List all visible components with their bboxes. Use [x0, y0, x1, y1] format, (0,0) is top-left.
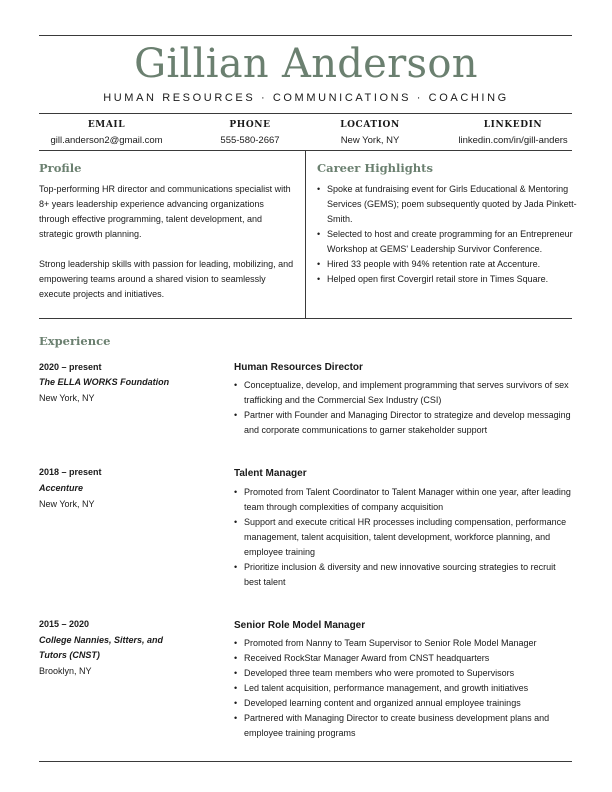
section-rule: [39, 318, 572, 319]
job-location: New York, NY: [39, 499, 95, 509]
job-title: Talent Manager: [234, 468, 307, 479]
bullet-icon: •: [234, 683, 238, 693]
profile-text: [39, 182, 294, 302]
contact-location: [325, 120, 415, 147]
list-item: [234, 666, 574, 681]
contact-label: EMAIL: [87, 120, 126, 130]
highlights-heading: Career Highlights: [317, 161, 433, 175]
list-item: [234, 515, 574, 560]
list-item: [234, 636, 574, 651]
resume-tagline: HUMAN RESOURCES · COMMUNICATIONS · COACHING: [103, 92, 509, 104]
list-item: [317, 257, 579, 272]
highlight-text: Spoke at fundraising event for Girls Educational & Mentoring Services (GEMS); poem subsequently quoted by Jada Pinkett-Smith.: [327, 184, 577, 224]
list-item: [234, 408, 574, 438]
job-title: Human Resources Director: [234, 362, 363, 373]
bullet-text: Developed learning content and organized annual employee trainings: [244, 698, 521, 708]
column-divider: [305, 151, 306, 318]
list-item: [234, 711, 574, 741]
highlights-list: [317, 182, 579, 287]
top-rule: [39, 35, 572, 36]
list-item: [234, 651, 574, 666]
job-organization: The ELLA WORKS Foundation: [39, 377, 170, 387]
highlight-text: Hired 33 people with 94% retention rate at Accenture.: [327, 259, 541, 269]
contact-linkedin: [452, 120, 574, 147]
profile-paragraph: Strong leadership skills with passion for leading, mobilizing, and empowering teams around a shared vision to seamlessly execute projects and initiatives.: [39, 259, 294, 299]
job-bullets: [234, 636, 574, 741]
list-item: [317, 182, 579, 227]
bullet-text: Partner with Founder and Managing Director to strategize and develop messaging and corporate communications to garner stakeholder support: [244, 410, 571, 435]
bullet-text: Support and execute critical HR processes including compensation, performance management, talent acquisition, talent development, workforce planning, and employee training: [244, 517, 567, 557]
bullet-text: Led talent acquisition, performance management, and growth initiatives: [244, 683, 529, 693]
list-item: [234, 560, 574, 590]
job-organization: College Nannies, Sitters, and Tutors (CNST): [39, 635, 164, 660]
location-value: New York, NY: [340, 135, 400, 146]
bullet-icon: •: [234, 517, 238, 527]
contact-label: LOCATION: [340, 120, 400, 130]
list-item: [234, 378, 574, 408]
resume-name: Gillian Anderson: [134, 41, 478, 87]
job-dates: 2018 – present: [39, 467, 102, 477]
list-item: [234, 485, 574, 515]
bullet-icon: •: [234, 410, 238, 420]
highlight-text: Selected to host and create programming for an Entrepreneur Workshop at GEMS' Leadership Survivor Conference.: [327, 229, 573, 254]
bottom-rule: [39, 761, 572, 762]
bullet-icon: •: [234, 562, 238, 572]
job-location: New York, NY: [39, 393, 95, 403]
bullet-icon: •: [317, 184, 321, 194]
job-dates: 2020 – present: [39, 362, 102, 372]
bullet-icon: •: [234, 698, 238, 708]
job-location: Brooklyn, NY: [39, 666, 92, 676]
bullet-text: Conceptualize, develop, and implement programming that serves survivors of sex trafficking and the Commercial Sex Industry (CSI): [244, 380, 569, 405]
bullet-text: Developed three team members who were promoted to Supervisors: [244, 668, 515, 678]
contact-email: [39, 120, 174, 147]
contact-label: LINKEDIN: [483, 120, 543, 130]
email-value[interactable]: gill.anderson2@gmail.com: [50, 135, 163, 146]
bullet-text: Promoted from Nanny to Team Supervisor to Senior Role Model Manager: [244, 638, 537, 648]
job-bullets: [234, 378, 574, 438]
bullet-icon: •: [317, 259, 321, 269]
bullet-icon: •: [234, 653, 238, 663]
job-bullets: [234, 485, 574, 590]
list-item: [234, 696, 574, 711]
experience-heading: Experience: [39, 334, 111, 348]
list-item: [317, 227, 579, 257]
list-item: [234, 681, 574, 696]
profile-heading: Profile: [39, 161, 82, 175]
bullet-text: Promoted from Talent Coordinator to Talent Manager within one year, after leading team through complexities of company acquisition: [244, 487, 571, 512]
job-dates: 2015 – 2020: [39, 619, 90, 629]
bullet-text: Partnered with Managing Director to create business development plans and employee training programs: [244, 713, 550, 738]
profile-paragraph: Top-performing HR director and communications specialist with 8+ years leadership experience advancing organizations through effective programming, talent development, and strategic growth planning.: [39, 184, 291, 239]
phone-value: 555-580-2667: [220, 135, 280, 146]
list-item: [317, 272, 579, 287]
highlight-text: Helped open first Covergirl retail store in Times Square.: [327, 274, 549, 284]
bullet-icon: •: [317, 229, 321, 239]
job-organization: Accenture: [39, 483, 84, 493]
bullet-icon: •: [234, 380, 238, 390]
bullet-icon: •: [234, 638, 238, 648]
bullet-icon: •: [234, 487, 238, 497]
linkedin-value[interactable]: linkedin.com/in/gill-anders: [458, 135, 568, 146]
job-title: Senior Role Model Manager: [234, 620, 366, 631]
bullet-text: Prioritize inclusion & diversity and new innovative sourcing strategies to recruit best talent: [244, 562, 556, 587]
header-rule: [39, 113, 572, 114]
contact-label: PHONE: [229, 120, 271, 130]
contact-phone: [205, 120, 295, 147]
bullet-icon: •: [234, 713, 238, 723]
bullet-text: Received RockStar Manager Award from CNST headquarters: [244, 653, 490, 663]
bullet-icon: •: [317, 274, 321, 284]
bullet-icon: •: [234, 668, 238, 678]
